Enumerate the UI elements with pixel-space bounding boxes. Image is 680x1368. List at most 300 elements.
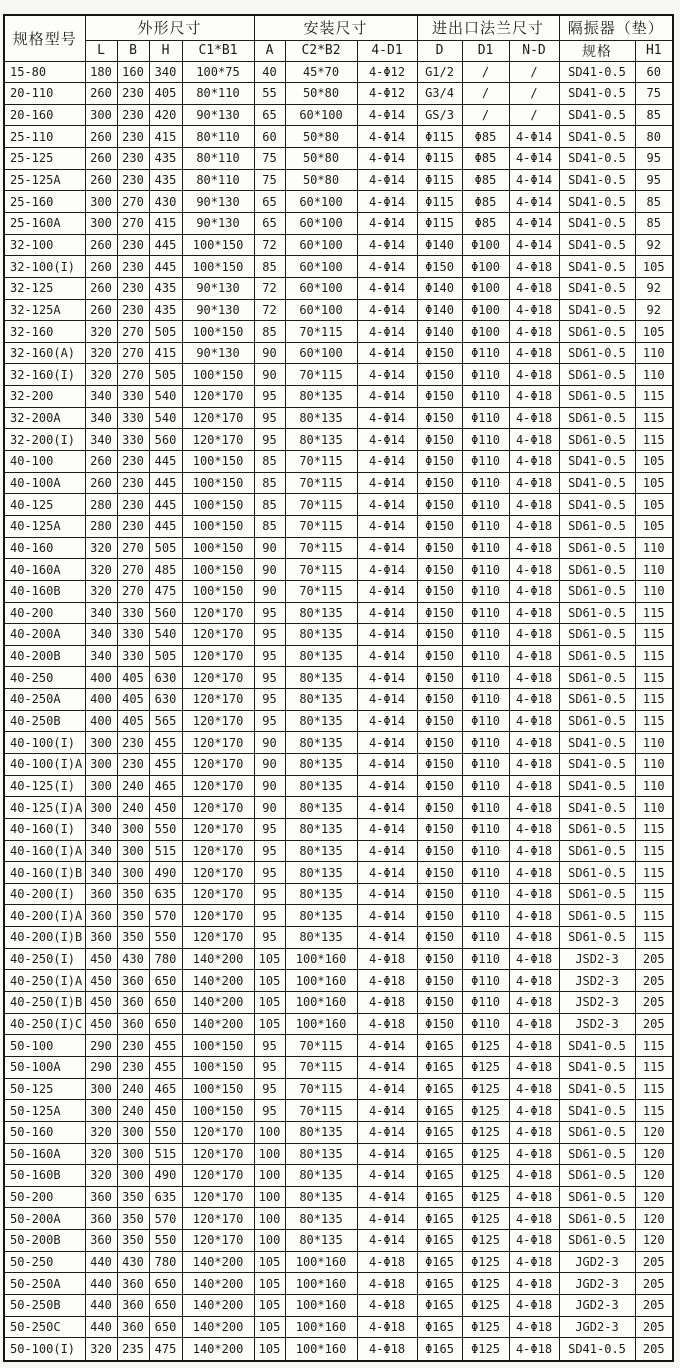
- value-cell: Φ110: [462, 515, 509, 537]
- value-cell: Φ110: [462, 342, 509, 364]
- value-cell: 400: [85, 710, 117, 732]
- value-cell: 4-Φ14: [357, 342, 417, 364]
- value-cell: 80*135: [285, 797, 357, 819]
- value-cell: 360: [117, 1316, 149, 1338]
- value-cell: 60: [254, 126, 285, 148]
- value-cell: Φ85: [462, 148, 509, 170]
- header-col-H: H: [149, 40, 182, 61]
- value-cell: Φ165: [417, 1316, 462, 1338]
- table-row: [4, 472, 673, 494]
- value-cell: 4-Φ18: [509, 754, 559, 776]
- value-cell: 4-Φ14: [509, 191, 559, 213]
- value-cell: 360: [85, 1230, 117, 1252]
- value-cell: 4-Φ14: [357, 494, 417, 516]
- spec-model-cell: 50-250: [4, 1251, 85, 1273]
- spec-model-cell: 20-110: [4, 83, 85, 105]
- value-cell: 90*130: [182, 191, 254, 213]
- value-cell: 140*200: [182, 1295, 254, 1317]
- value-cell: 330: [117, 645, 149, 667]
- value-cell: 4-Φ14: [357, 1035, 417, 1057]
- spec-model-cell: 32-125: [4, 277, 85, 299]
- value-cell: 260: [85, 126, 117, 148]
- value-cell: 72: [254, 277, 285, 299]
- value-cell: 320: [85, 1165, 117, 1187]
- value-cell: JGD2-3: [559, 1273, 635, 1295]
- value-cell: 260: [85, 299, 117, 321]
- value-cell: 80*135: [285, 1230, 357, 1252]
- value-cell: 120*170: [182, 645, 254, 667]
- value-cell: Φ125: [462, 1143, 509, 1165]
- spec-model-cell: 25-125A: [4, 169, 85, 191]
- value-cell: Φ100: [462, 234, 509, 256]
- value-cell: 80*110: [182, 83, 254, 105]
- value-cell: 4-Φ18: [509, 624, 559, 646]
- value-cell: 110: [635, 775, 673, 797]
- value-cell: 4-Φ18: [509, 1121, 559, 1143]
- value-cell: 205: [635, 948, 673, 970]
- table-row: [4, 1186, 673, 1208]
- value-cell: 4-Φ18: [509, 732, 559, 754]
- value-cell: SD61-0.5: [559, 905, 635, 927]
- value-cell: 350: [117, 883, 149, 905]
- value-cell: 100*150: [182, 559, 254, 581]
- value-cell: 60*100: [285, 342, 357, 364]
- value-cell: 330: [117, 386, 149, 408]
- value-cell: 4-Φ14: [357, 645, 417, 667]
- value-cell: 100*160: [285, 1295, 357, 1317]
- value-cell: SD61-0.5: [559, 667, 635, 689]
- spec-model-cell: 32-160(I): [4, 364, 85, 386]
- value-cell: 100*150: [182, 1078, 254, 1100]
- value-cell: 95: [254, 429, 285, 451]
- value-cell: Φ165: [417, 1165, 462, 1187]
- value-cell: 230: [117, 451, 149, 473]
- value-cell: 4-Φ14: [357, 169, 417, 191]
- value-cell: 4-Φ14: [357, 126, 417, 148]
- value-cell: 360: [117, 1273, 149, 1295]
- value-cell: 4-Φ18: [509, 1230, 559, 1252]
- value-cell: Φ165: [417, 1251, 462, 1273]
- value-cell: 4-Φ12: [357, 83, 417, 105]
- value-cell: 80*135: [285, 624, 357, 646]
- spec-model-cell: 40-250(I)C: [4, 1013, 85, 1035]
- value-cell: 205: [635, 1338, 673, 1361]
- value-cell: Φ125: [462, 1165, 509, 1187]
- value-cell: SD41-0.5: [559, 472, 635, 494]
- spec-model-cell: 50-100: [4, 1035, 85, 1057]
- value-cell: 4-Φ18: [509, 689, 559, 711]
- value-cell: 95: [254, 1056, 285, 1078]
- value-cell: Φ150: [417, 667, 462, 689]
- value-cell: 120*170: [182, 386, 254, 408]
- value-cell: 100*160: [285, 948, 357, 970]
- value-cell: 95: [254, 667, 285, 689]
- value-cell: 635: [149, 883, 182, 905]
- header-col-ND: N-D: [509, 40, 559, 61]
- value-cell: 300: [117, 1165, 149, 1187]
- value-cell: 485: [149, 559, 182, 581]
- value-cell: 4-Φ18: [357, 970, 417, 992]
- value-cell: SD41-0.5: [559, 126, 635, 148]
- value-cell: 4-Φ14: [357, 818, 417, 840]
- value-cell: 4-Φ18: [509, 429, 559, 451]
- value-cell: Φ85: [462, 191, 509, 213]
- table-row: [4, 494, 673, 516]
- header-col-4D1: 4-D1: [357, 40, 417, 61]
- value-cell: 435: [149, 148, 182, 170]
- value-cell: 4-Φ18: [509, 905, 559, 927]
- value-cell: 360: [85, 905, 117, 927]
- value-cell: 4-Φ14: [357, 775, 417, 797]
- table-row: [4, 1100, 673, 1122]
- value-cell: 120*170: [182, 754, 254, 776]
- value-cell: 95: [254, 386, 285, 408]
- value-cell: 340: [85, 429, 117, 451]
- value-cell: Φ110: [462, 775, 509, 797]
- table-row: [4, 948, 673, 970]
- value-cell: Φ125: [462, 1295, 509, 1317]
- table-row: [4, 429, 673, 451]
- value-cell: 80*110: [182, 169, 254, 191]
- value-cell: 270: [117, 321, 149, 343]
- value-cell: 4-Φ14: [357, 905, 417, 927]
- value-cell: SD61-0.5: [559, 1208, 635, 1230]
- table-row: [4, 537, 673, 559]
- value-cell: SD61-0.5: [559, 624, 635, 646]
- table-row: [4, 992, 673, 1014]
- value-cell: 105: [254, 1295, 285, 1317]
- value-cell: 4-Φ12: [357, 61, 417, 83]
- value-cell: 4-Φ18: [509, 797, 559, 819]
- value-cell: 205: [635, 970, 673, 992]
- value-cell: Φ150: [417, 689, 462, 711]
- value-cell: 72: [254, 299, 285, 321]
- value-cell: 4-Φ18: [509, 1273, 559, 1295]
- value-cell: SD61-0.5: [559, 883, 635, 905]
- value-cell: 635: [149, 1186, 182, 1208]
- value-cell: 50*80: [285, 126, 357, 148]
- value-cell: 300: [117, 840, 149, 862]
- table-row: [4, 1316, 673, 1338]
- value-cell: 95: [254, 602, 285, 624]
- value-cell: 50*80: [285, 169, 357, 191]
- spec-model-cell: 40-100(I): [4, 732, 85, 754]
- value-cell: Φ150: [417, 451, 462, 473]
- value-cell: 110: [635, 732, 673, 754]
- value-cell: Φ110: [462, 559, 509, 581]
- value-cell: 115: [635, 624, 673, 646]
- spec-model-cell: 50-160: [4, 1121, 85, 1143]
- value-cell: 550: [149, 818, 182, 840]
- spec-model-cell: 40-200(I)A: [4, 905, 85, 927]
- value-cell: 80*135: [285, 1143, 357, 1165]
- value-cell: 100*150: [182, 537, 254, 559]
- value-cell: 4-Φ14: [357, 191, 417, 213]
- value-cell: 100: [254, 1165, 285, 1187]
- value-cell: 105: [635, 321, 673, 343]
- value-cell: SD61-0.5: [559, 515, 635, 537]
- value-cell: 120: [635, 1208, 673, 1230]
- value-cell: 300: [85, 1078, 117, 1100]
- value-cell: 4-Φ18: [509, 407, 559, 429]
- value-cell: 140*200: [182, 1251, 254, 1273]
- value-cell: 60*100: [285, 299, 357, 321]
- value-cell: 80: [635, 126, 673, 148]
- value-cell: 290: [85, 1035, 117, 1057]
- value-cell: 95: [254, 883, 285, 905]
- value-cell: SD41-0.5: [559, 494, 635, 516]
- value-cell: 100: [254, 1186, 285, 1208]
- value-cell: 630: [149, 667, 182, 689]
- table-row: [4, 970, 673, 992]
- value-cell: 550: [149, 927, 182, 949]
- value-cell: Φ110: [462, 948, 509, 970]
- value-cell: 230: [117, 169, 149, 191]
- spec-model-cell: 40-250(I)B: [4, 992, 85, 1014]
- value-cell: 4-Φ14: [357, 256, 417, 278]
- value-cell: Φ140: [417, 299, 462, 321]
- value-cell: SD41-0.5: [559, 191, 635, 213]
- spec-model-cell: 25-125: [4, 148, 85, 170]
- value-cell: 4-Φ14: [357, 1121, 417, 1143]
- value-cell: 115: [635, 883, 673, 905]
- value-cell: Φ110: [462, 537, 509, 559]
- value-cell: 260: [85, 277, 117, 299]
- value-cell: 70*115: [285, 1035, 357, 1057]
- value-cell: 300: [85, 775, 117, 797]
- spec-model-cell: 50-200: [4, 1186, 85, 1208]
- header-group-flange-dims: 进出口法兰尺寸: [417, 15, 559, 40]
- value-cell: 205: [635, 1316, 673, 1338]
- value-cell: SD41-0.5: [559, 299, 635, 321]
- value-cell: 70*115: [285, 494, 357, 516]
- value-cell: Φ150: [417, 624, 462, 646]
- value-cell: 75: [254, 169, 285, 191]
- value-cell: 4-Φ14: [357, 515, 417, 537]
- value-cell: Φ165: [417, 1186, 462, 1208]
- value-cell: 80*135: [285, 840, 357, 862]
- value-cell: SD41-0.5: [559, 61, 635, 83]
- value-cell: Φ165: [417, 1143, 462, 1165]
- value-cell: 490: [149, 1165, 182, 1187]
- value-cell: 120*170: [182, 407, 254, 429]
- value-cell: 205: [635, 1295, 673, 1317]
- spec-model-cell: 25-110: [4, 126, 85, 148]
- value-cell: SD61-0.5: [559, 710, 635, 732]
- table-row: [4, 126, 673, 148]
- value-cell: 445: [149, 494, 182, 516]
- value-cell: JGD2-3: [559, 1316, 635, 1338]
- spec-model-cell: 40-100: [4, 451, 85, 473]
- value-cell: 80*135: [285, 386, 357, 408]
- value-cell: Φ150: [417, 472, 462, 494]
- value-cell: 300: [117, 1121, 149, 1143]
- header-col-L: L: [85, 40, 117, 61]
- value-cell: 540: [149, 386, 182, 408]
- value-cell: 240: [117, 1078, 149, 1100]
- table-row: [4, 104, 673, 126]
- value-cell: Φ125: [462, 1056, 509, 1078]
- value-cell: 60*100: [285, 212, 357, 234]
- value-cell: Φ150: [417, 645, 462, 667]
- table-row: [4, 818, 673, 840]
- value-cell: 92: [635, 277, 673, 299]
- value-cell: 340: [149, 61, 182, 83]
- value-cell: 320: [85, 580, 117, 602]
- value-cell: 100*160: [285, 970, 357, 992]
- value-cell: JGD2-3: [559, 1251, 635, 1273]
- value-cell: 65: [254, 212, 285, 234]
- value-cell: SD41-0.5: [559, 797, 635, 819]
- table-row: [4, 321, 673, 343]
- value-cell: 4-Φ18: [509, 818, 559, 840]
- value-cell: G3/4: [417, 83, 462, 105]
- value-cell: 340: [85, 602, 117, 624]
- value-cell: Φ110: [462, 754, 509, 776]
- value-cell: 115: [635, 1056, 673, 1078]
- value-cell: 80*135: [285, 1121, 357, 1143]
- value-cell: Φ165: [417, 1056, 462, 1078]
- value-cell: 4-Φ18: [509, 515, 559, 537]
- value-cell: 4-Φ14: [357, 104, 417, 126]
- value-cell: 70*115: [285, 472, 357, 494]
- value-cell: Φ150: [417, 559, 462, 581]
- value-cell: 350: [117, 927, 149, 949]
- value-cell: 205: [635, 992, 673, 1014]
- value-cell: SD61-0.5: [559, 537, 635, 559]
- value-cell: 230: [117, 732, 149, 754]
- value-cell: 120*170: [182, 667, 254, 689]
- value-cell: 330: [117, 429, 149, 451]
- value-cell: 450: [85, 970, 117, 992]
- value-cell: Φ150: [417, 494, 462, 516]
- value-cell: 450: [85, 948, 117, 970]
- table-row: [4, 386, 673, 408]
- value-cell: 120*170: [182, 710, 254, 732]
- value-cell: 4-Φ14: [357, 883, 417, 905]
- value-cell: SD41-0.5: [559, 212, 635, 234]
- value-cell: Φ165: [417, 1121, 462, 1143]
- value-cell: Φ165: [417, 1078, 462, 1100]
- header-spec-model: 规格型号: [4, 15, 85, 61]
- value-cell: 340: [85, 818, 117, 840]
- value-cell: 105: [254, 948, 285, 970]
- value-cell: 110: [635, 364, 673, 386]
- value-cell: 230: [117, 472, 149, 494]
- value-cell: 180: [85, 61, 117, 83]
- value-cell: 95: [254, 1078, 285, 1100]
- value-cell: 105: [254, 1316, 285, 1338]
- value-cell: 95: [254, 905, 285, 927]
- value-cell: Φ110: [462, 992, 509, 1014]
- value-cell: 4-Φ18: [509, 1078, 559, 1100]
- value-cell: 120: [635, 1143, 673, 1165]
- value-cell: 4-Φ14: [357, 797, 417, 819]
- value-cell: 570: [149, 905, 182, 927]
- table-row: [4, 451, 673, 473]
- value-cell: Φ165: [417, 1208, 462, 1230]
- table-row: [4, 840, 673, 862]
- value-cell: SD61-0.5: [559, 429, 635, 451]
- value-cell: 360: [117, 1013, 149, 1035]
- value-cell: 565: [149, 710, 182, 732]
- spec-model-cell: 50-100A: [4, 1056, 85, 1078]
- value-cell: 270: [117, 537, 149, 559]
- value-cell: 60*100: [285, 256, 357, 278]
- value-cell: 110: [635, 797, 673, 819]
- value-cell: 95: [254, 840, 285, 862]
- value-cell: 300: [117, 818, 149, 840]
- value-cell: 105: [254, 1338, 285, 1361]
- value-cell: Φ110: [462, 407, 509, 429]
- value-cell: 4-Φ14: [357, 1186, 417, 1208]
- table-row: [4, 1013, 673, 1035]
- value-cell: Φ110: [462, 840, 509, 862]
- value-cell: Φ150: [417, 342, 462, 364]
- value-cell: 230: [117, 515, 149, 537]
- value-cell: 120*170: [182, 1121, 254, 1143]
- value-cell: Φ85: [462, 169, 509, 191]
- table-row: [4, 559, 673, 581]
- table-row: [4, 580, 673, 602]
- value-cell: 100*150: [182, 515, 254, 537]
- value-cell: 105: [635, 494, 673, 516]
- value-cell: 100: [254, 1121, 285, 1143]
- value-cell: 90: [254, 754, 285, 776]
- value-cell: 300: [117, 862, 149, 884]
- spec-model-cell: 32-100: [4, 234, 85, 256]
- value-cell: 230: [117, 83, 149, 105]
- value-cell: 330: [117, 624, 149, 646]
- value-cell: Φ110: [462, 494, 509, 516]
- value-cell: 60*100: [285, 104, 357, 126]
- value-cell: 4-Φ14: [357, 1078, 417, 1100]
- value-cell: 4-Φ14: [357, 624, 417, 646]
- value-cell: 115: [635, 1035, 673, 1057]
- table-row: [4, 689, 673, 711]
- table-row: [4, 645, 673, 667]
- value-cell: 270: [117, 364, 149, 386]
- value-cell: 110: [635, 580, 673, 602]
- table-row: [4, 1208, 673, 1230]
- spec-model-cell: 32-160(A): [4, 342, 85, 364]
- value-cell: SD41-0.5: [559, 1078, 635, 1100]
- value-cell: 100*75: [182, 61, 254, 83]
- spec-model-cell: 50-100(I): [4, 1338, 85, 1361]
- value-cell: JSD2-3: [559, 992, 635, 1014]
- value-cell: Φ140: [417, 321, 462, 343]
- value-cell: 100*160: [285, 992, 357, 1014]
- value-cell: SD61-0.5: [559, 818, 635, 840]
- value-cell: Φ150: [417, 818, 462, 840]
- value-cell: Φ110: [462, 927, 509, 949]
- value-cell: 4-Φ18: [509, 537, 559, 559]
- spec-model-cell: 40-200A: [4, 624, 85, 646]
- value-cell: 4-Φ14: [357, 754, 417, 776]
- value-cell: Φ110: [462, 818, 509, 840]
- value-cell: 4-Φ18: [357, 1273, 417, 1295]
- value-cell: Φ115: [417, 212, 462, 234]
- value-cell: Φ110: [462, 602, 509, 624]
- value-cell: 80*135: [285, 710, 357, 732]
- value-cell: 4-Φ14: [357, 212, 417, 234]
- value-cell: 120*170: [182, 1165, 254, 1187]
- value-cell: JSD2-3: [559, 970, 635, 992]
- value-cell: 120*170: [182, 429, 254, 451]
- value-cell: 4-Φ18: [509, 1186, 559, 1208]
- value-cell: 90: [254, 775, 285, 797]
- value-cell: 260: [85, 169, 117, 191]
